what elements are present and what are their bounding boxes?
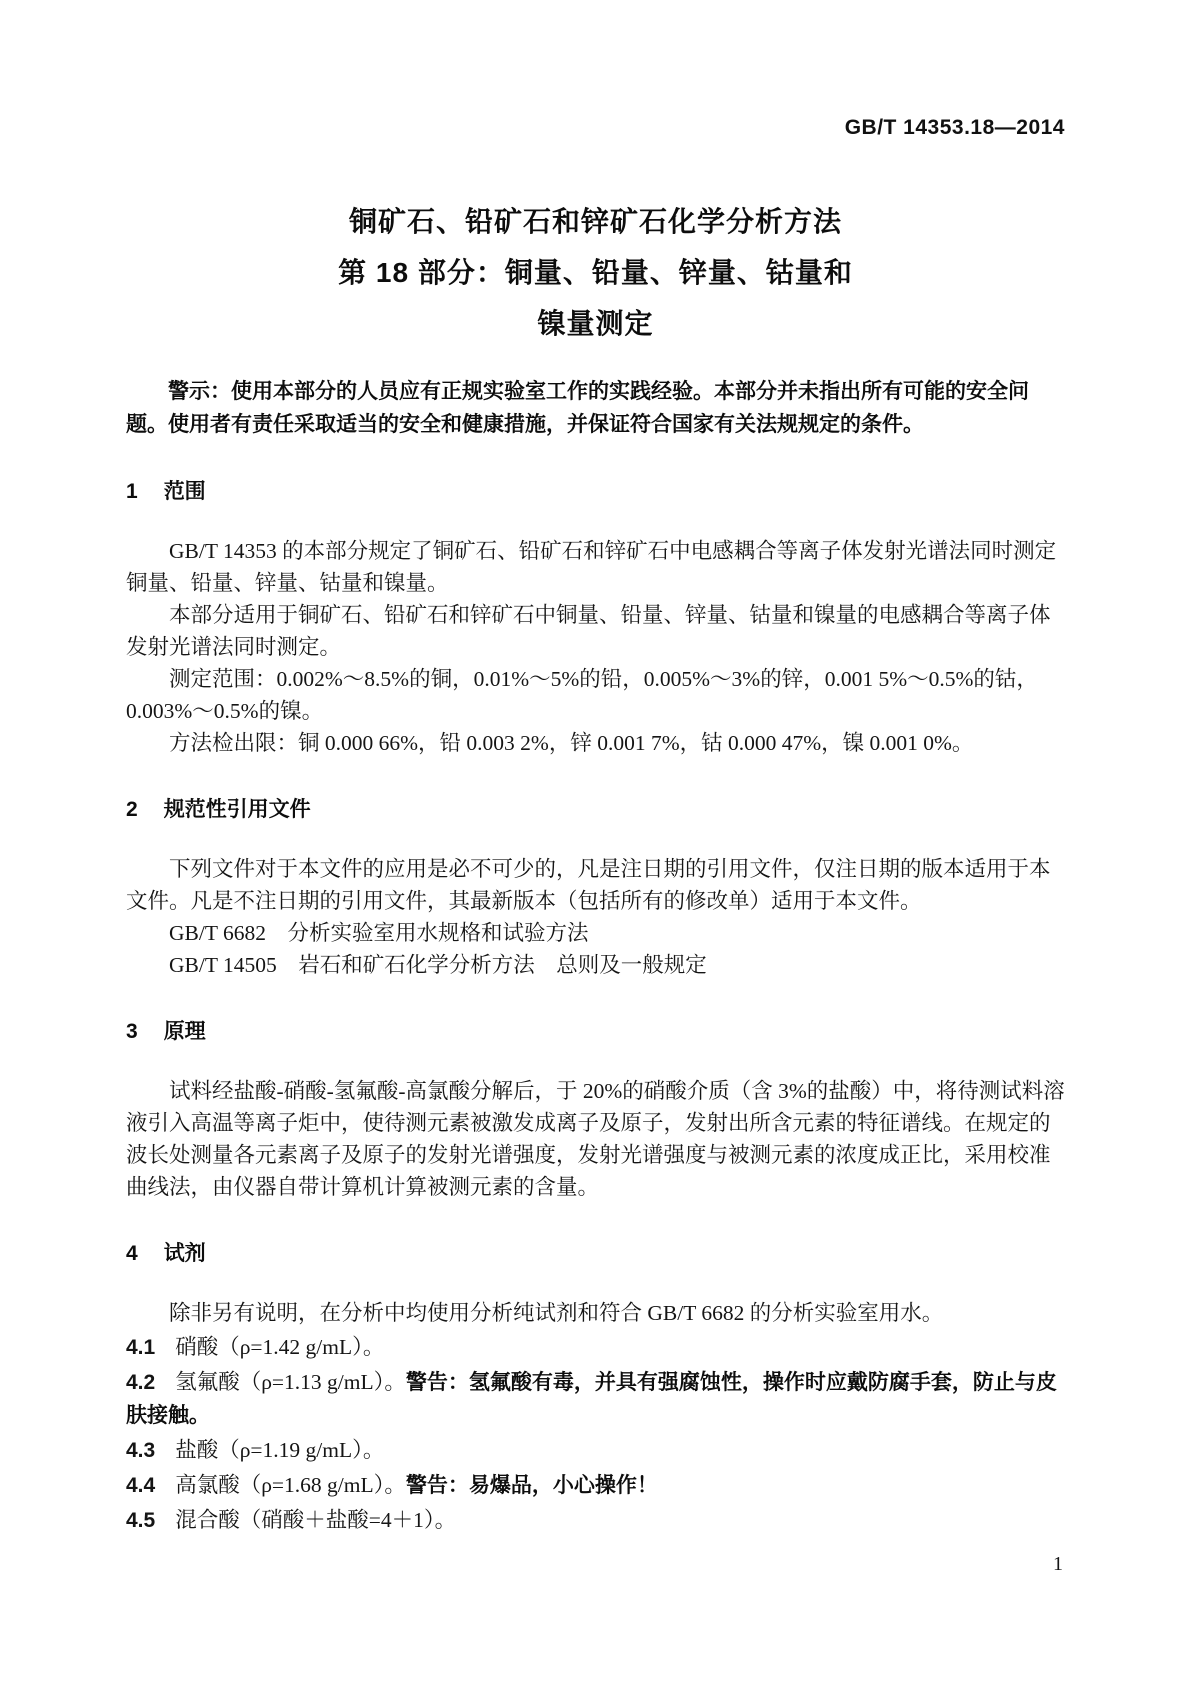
reagent-item-4-1	[126, 1331, 1065, 1364]
section-3-heading	[126, 1015, 1065, 1045]
section-2-heading	[126, 793, 1065, 823]
section-1-paragraph-1: GB/T 14353 的本部分规定了铜矿石、铅矿石和锌矿石中电感耦合等离子体发射光谱法同时测定铜量、铅量、锌量、钴量和镍量。	[126, 539, 1057, 595]
reagent-item-4-2	[126, 1366, 1065, 1432]
section-1-title: 范围	[163, 480, 206, 503]
reagent-4-2-text: 氢氟酸（ρ=1.13 g/mL）。	[175, 1370, 406, 1394]
section-2-number: 2	[126, 798, 138, 821]
reagent-4-1-text: 硝酸（ρ=1.42 g/mL）。	[175, 1335, 385, 1359]
document-title	[126, 196, 1065, 349]
reagent-4-2-warning: 警告：氢氟酸有毒，并具有强腐蚀性，操作时应戴防腐手套，防止与皮肤接触。	[126, 1371, 1057, 1427]
section-1-paragraph-4: 方法检出限：铜 0.000 66%，铅 0.003 2%，锌 0.001 7%，钴 0.000 47%，镍 0.001 0%。	[169, 731, 974, 755]
reagent-4-1-number: 4.1	[126, 1336, 156, 1359]
title-line-1: 铜矿石、铅矿石和锌矿石化学分析方法	[348, 206, 842, 237]
section-1-paragraph-2: 本部分适用于铜矿石、铅矿石和锌矿石中铜量、铅量、锌量、钴量和镍量的电感耦合等离子体发射光谱法同时测定。	[126, 603, 1051, 659]
reagent-4-4-warning: 警告：易爆品，小心操作！	[405, 1474, 658, 1497]
reagent-4-4-text: 高氯酸（ρ=1.68 g/mL）。	[175, 1473, 406, 1497]
reagent-item-4-5	[126, 1504, 1065, 1537]
section-4-number: 4	[126, 1242, 138, 1265]
reagent-4-3-text: 盐酸（ρ=1.19 g/mL）。	[175, 1438, 385, 1462]
section-3-number: 3	[126, 1020, 138, 1043]
normative-reference-1: GB/T 6682 分析实验室用水规格和试验方法	[169, 921, 589, 945]
reagent-item-4-3	[126, 1434, 1065, 1467]
section-1-heading	[126, 475, 1065, 505]
reagent-4-5-text: 混合酸（硝酸＋盐酸=4＋1）。	[175, 1508, 457, 1532]
section-3-title: 原理	[163, 1020, 206, 1043]
section-2-paragraph-1: 下列文件对于本文件的应用是必不可少的，凡是注日期的引用文件，仅注日期的版本适用于本文件。凡是不注日期的引用文件，其最新版本（包括所有的修改单）适用于本文件。	[126, 857, 1051, 913]
section-1-number: 1	[126, 480, 138, 503]
reagent-4-2-number: 4.2	[126, 1371, 156, 1394]
section-2-title: 规范性引用文件	[163, 798, 311, 821]
reagent-4-4-number: 4.4	[126, 1474, 156, 1497]
section-1-paragraph-3: 测定范围：0.002%～8.5%的铜，0.01%～5%的铅，0.005%～3%的锌，0.001 5%～0.5%的钴，0.003%～0.5%的镍。	[126, 667, 1038, 723]
reagent-item-4-4	[126, 1469, 1065, 1502]
reagent-4-3-number: 4.3	[126, 1439, 156, 1462]
section-4-intro: 除非另有说明，在分析中均使用分析纯试剂和符合 GB/T 6682 的分析实验室用水。	[169, 1301, 944, 1325]
reagent-4-5-number: 4.5	[126, 1509, 156, 1532]
section-4-title: 试剂	[163, 1242, 206, 1265]
section-3-paragraph-1: 试料经盐酸-硝酸-氢氟酸-高氯酸分解后，于 20%的硝酸介质（含 3%的盐酸）中，将待测试料溶液引入高温等离子炬中，使待测元素被激发成离子及原子，发射出所含元素的特征谱线。在规定的波长处测量各元素离子及原子的发射光谱强度，发射光谱强度与被测元素的浓度成正比，采用校准曲线法，由仪器自带计算机计算被测元素的含量。	[126, 1079, 1065, 1199]
title-line-2: 第 18 部分：铜量、铅量、锌量、钴量和	[338, 257, 853, 288]
title-line-3: 镍量测定	[537, 308, 654, 339]
safety-warning-paragraph: 警示：使用本部分的人员应有正规实验室工作的实践经验。本部分并未指出所有可能的安全问题。使用者有责任采取适当的安全和健康措施，并保证符合国家有关法规规定的条件。	[126, 380, 1029, 436]
section-4-heading	[126, 1237, 1065, 1267]
standard-number: GB/T 14353.18—2014	[844, 116, 1065, 139]
page-number: 1	[1053, 1553, 1063, 1575]
normative-reference-2: GB/T 14505 岩石和矿石化学分析方法 总则及一般规定	[169, 953, 707, 977]
